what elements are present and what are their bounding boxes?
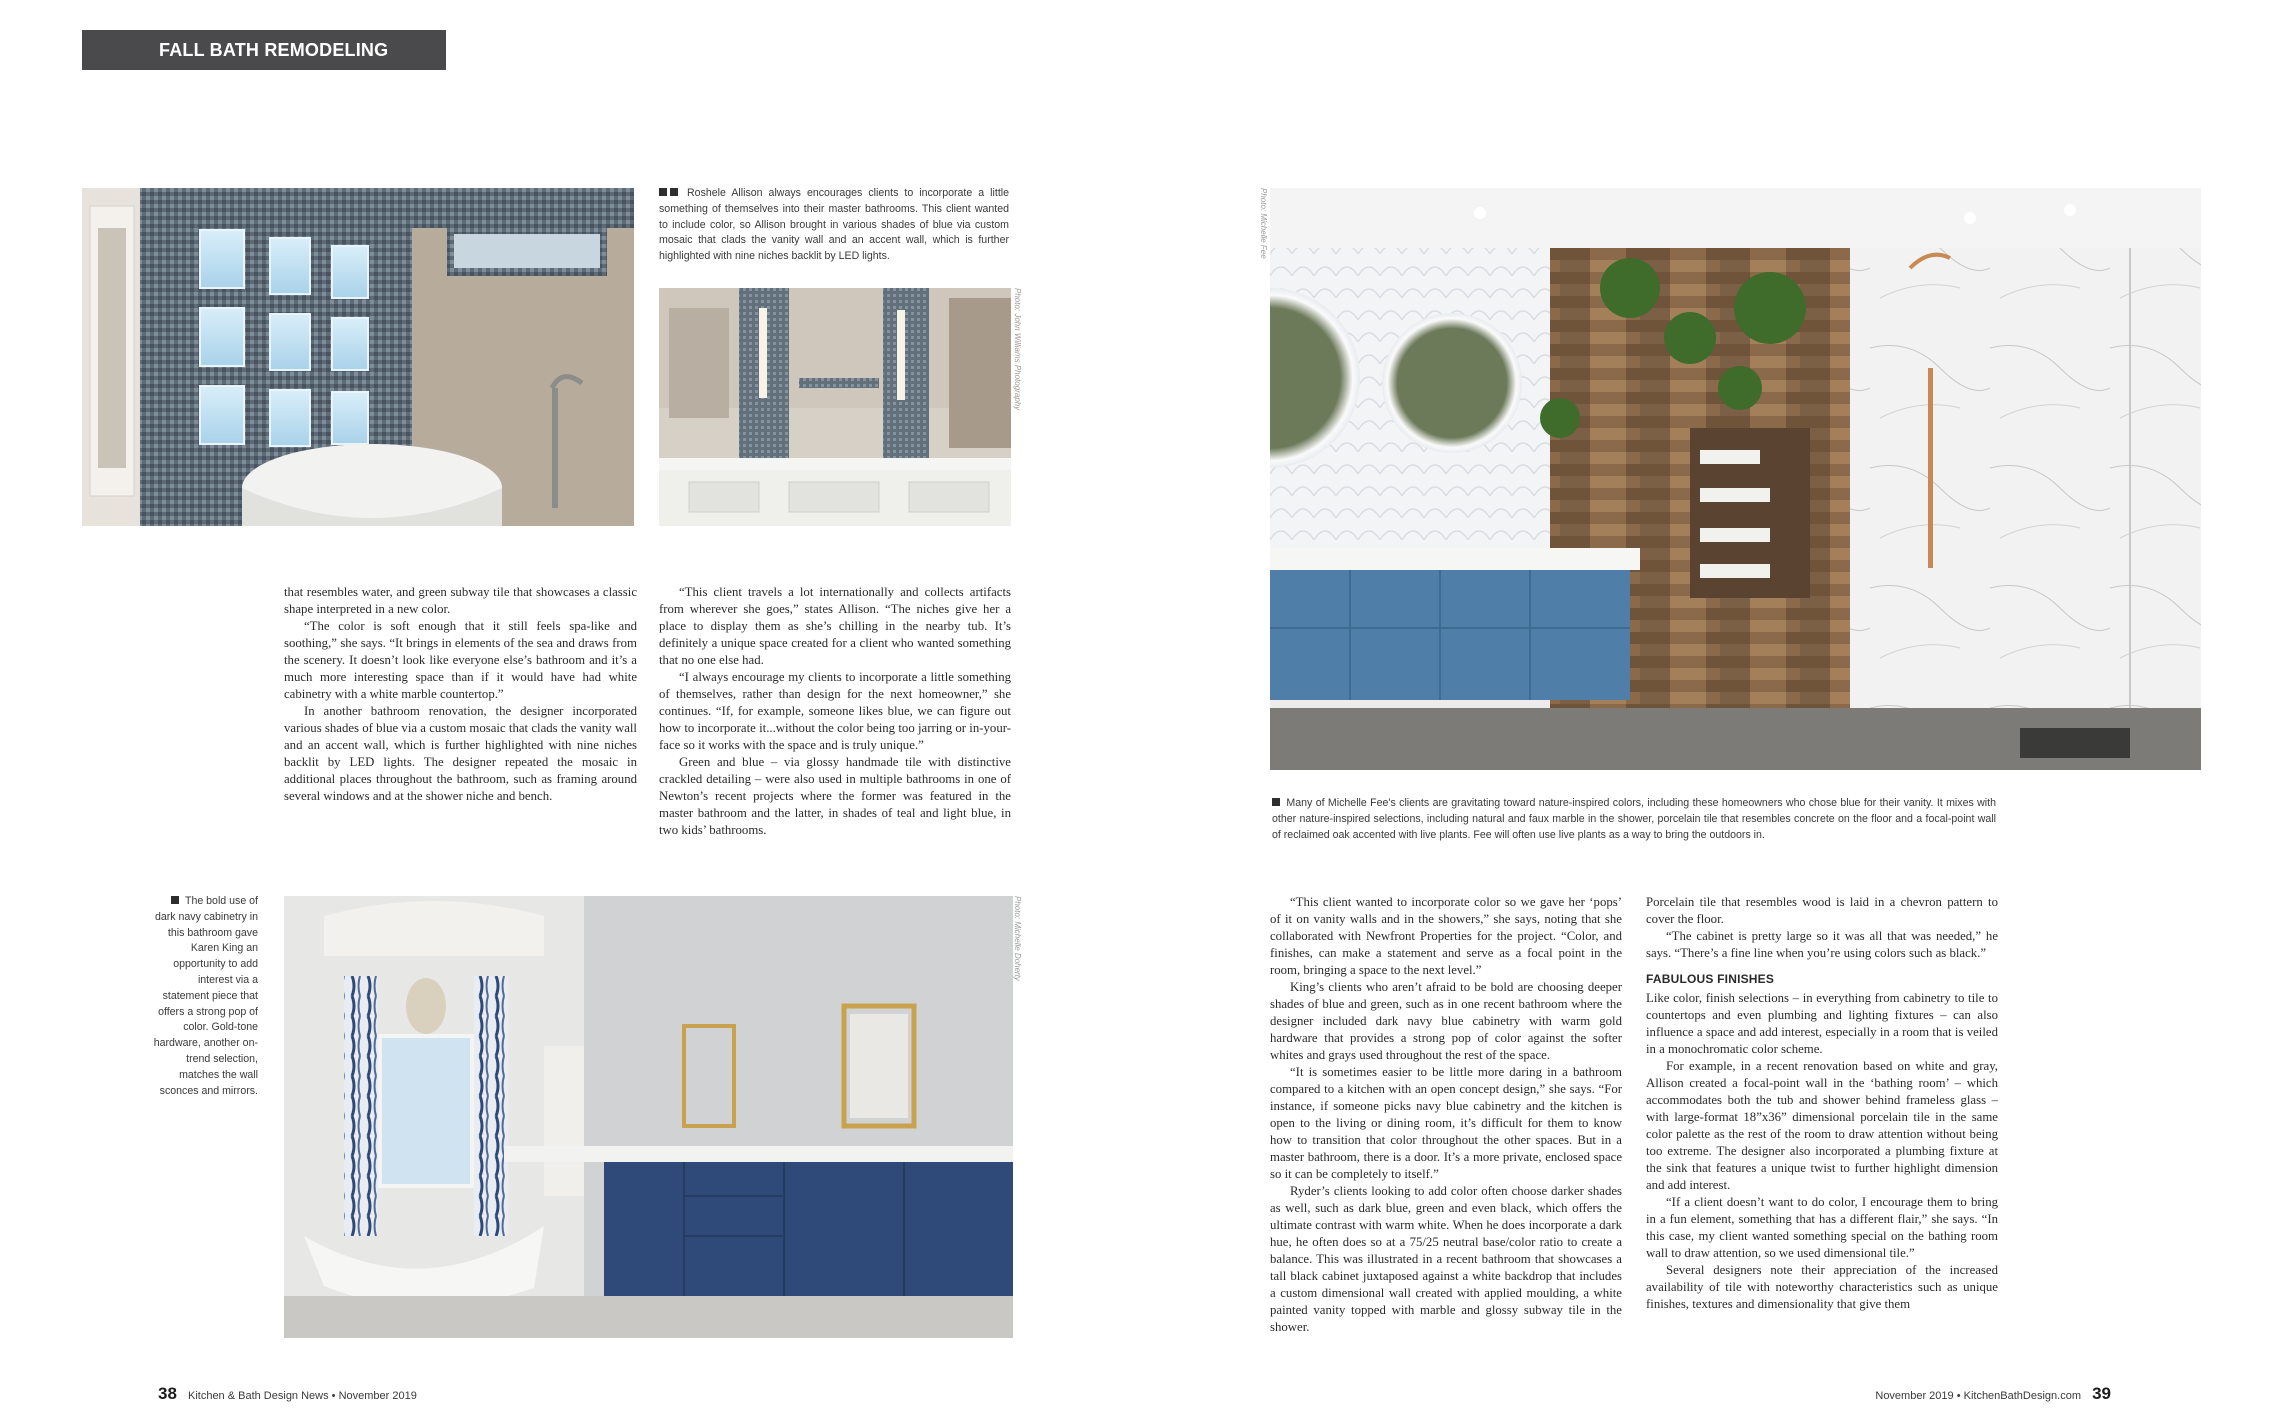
column-left-a — [284, 584, 637, 805]
caption-navy-bathroom — [150, 894, 258, 1099]
caption-text: Roshele Allison always encourages clients to incorporate a little something of themselves into their master bathrooms. This client wanted to include color, so Allison brought in various shades of blue via custom mosaic that clads the vanity wall and an accent wall, which is further highlighted with nine niches backlit by LED lights. — [659, 187, 1010, 263]
photo-double-vanity — [659, 288, 1011, 526]
paragraph: King’s clients who aren’t afraid to be bold are choosing deeper shades of blue and green, such as in one recent bathroom where the designer included dark navy blue cabinetry with warm gold hardware that provides a strong pop of color against the softer whites and grays used throughout the rest of the space. — [1270, 980, 1622, 1062]
paragraph: For example, in a recent renovation based on white and gray, Allison created a focal-point wall in the ‘bathing room’ – which accommodates both the tub and shower behind frameless glass – with large-format 18”x36” dimensional porcelain tile in the same color palette as the rest of the room to draw attention without being too extreme. The designer also incorporated a plumbing fixture at the sink that features a unique twist to further highlight dimension and add interest. — [1646, 1059, 1998, 1192]
paragraph: that resembles water, and green subway tile that showcases a classic shape interpreted in a new color. — [284, 585, 637, 616]
photo-wood-wall-bathroom — [1270, 188, 2201, 770]
paragraph: In another bathroom renovation, the designer incorporated various shades of blue via a custom mosaic that clads the vanity wall and an accent wall, which is further highlighted with nine niches backlit by LED lights. The designer repeated the mosaic in additional places throughout the bathroom, such as framing around several windows and at the shower niche and bench. — [284, 704, 637, 803]
caption-marker-icon — [659, 188, 667, 196]
paragraph: “This client wanted to incorporate color so we gave her ‘pops’ of it on vanity walls and in the showers,” she says, noting that she collaborated with Newfront Properties for the project. “Color, and finishes, can make a statement and serve as a focal point in the room, bringing a space to the next level.” — [1270, 895, 1622, 977]
paragraph: Several designers note their appreciation of the increased availability of tile with noteworthy characteristics such as unique finishes, textures and dimensionality that give them — [1646, 1263, 1998, 1311]
caption-mosaic-bathroom — [659, 186, 1009, 265]
photo-credit: Photo: John Williams Photography — [1013, 288, 1022, 411]
page-number: 38 — [158, 1384, 177, 1403]
paragraph: “The color is soft enough that it still feels spa-like and soothing,” she says. “It brings in elements of the sea and draws from the scenery. It doesn’t look like everyone else’s bathroom and it’s a much more interesting space than if it would have had white cabinetry with a white marble countertop.” — [284, 619, 637, 701]
paragraph: Green and blue – via glossy handmade tile with distinctive crackled detailing – were also used in multiple bathrooms in one of Newton’s recent projects where the former was featured in the master bathroom and the latter, in shades of teal and light blue, in two kids’ bathrooms. — [659, 755, 1011, 837]
paragraph: “If a client doesn’t want to do color, I encourage them to bring in a fun element, something that has a different flair,” she says. “In this case, my client wanted something special on the bathing room wall to draw attention, so we used dimensional tile.” — [1646, 1195, 1998, 1260]
column-right-b — [1646, 894, 1998, 1313]
photo-credit: Photo: Michelle Fee — [1259, 188, 1268, 259]
paragraph: “This client travels a lot internationally and collects artifacts from wherever she goes,” states Allison. “The niches give her a place to display them as she’s chilling in the nearby tub. It’s definitely a unique space created for a client who wanted something that no one else had. — [659, 585, 1011, 667]
column-left-b — [659, 584, 1011, 839]
paragraph: “I always encourage my clients to incorporate a little something of themselves, rather than design for the next homeowner,” she continues. “If, for example, someone likes blue, we can figure out how to incorporate it...without the color being too jarring or in-your-face so it works with the space and is truly unique.” — [659, 670, 1011, 752]
caption-marker-icon — [670, 188, 678, 196]
column-right-a — [1270, 894, 1622, 1336]
page-number: 39 — [2092, 1384, 2111, 1403]
paragraph: Ryder’s clients looking to add color often choose darker shades as well, such as dark blue, green and even black, which offers the ultimate contrast with warm white. When he does incorporate a dark hue, he often does so at a 75/25 neutral base/color ratio to create a balance. This was illustrated in a recent bathroom that showcases a tall black cabinet juxtaposed against a white backdrop that includes a custom dimensional wall created with applied moulding, a white painted vanity topped with marble and glossy subway tile in the shower. — [1270, 1184, 1622, 1334]
paragraph: “The cabinet is pretty large so it was all that was needed,” he says. “There’s a fine line when you’re using colors such as black.” — [1646, 929, 1998, 960]
subheading: FABULOUS FINISHES — [1646, 972, 1775, 986]
footer-publication: Kitchen & Bath Design News • November 2019 — [187, 1390, 417, 1402]
photo-credit: Photo: Michelle Doherty — [1013, 896, 1022, 981]
footer-left — [158, 1384, 417, 1404]
caption-wood-wall-bathroom — [1272, 796, 1996, 843]
section-tag: FALL BATH REMODELING REPORT — [82, 30, 446, 70]
caption-marker-icon — [1272, 798, 1280, 806]
caption-text: Many of Michelle Fee's clients are gravitating toward nature-inspired colors, including these homeowners who chose blue for their vanity. It mixes with other nature-inspired selections, including natural and faux marble in the shower, porcelain tile that resembles concrete on the floor and a focal-point wall of reclaimed oak accented with live plants. Fee will often use live plants as a way to bring the outdoors in. — [1272, 797, 1996, 841]
caption-text: The bold use of dark navy cabinetry in this bathroom gave Karen King an opportunity to add interest via a statement piece that offers a strong pop of color. Gold-tone hardware, another on-trend selection, matches the wall sconces and mirrors. — [153, 895, 258, 1097]
footer-publication: November 2019 • KitchenBathDesign.com — [1875, 1390, 2082, 1402]
paragraph: “It is sometimes easier to be little more daring in a bathroom compared to a kitchen with an open concept design,” she says. “For instance, if someone picks navy blue cabinetry and the kitchen is open to the living or dining room, it’s difficult for them to know how to transition that color throughout the other spaces. But in a master bathroom, there is a door. It’s a more private, enclosed space so it can be completely to itself.” — [1270, 1065, 1622, 1181]
paragraph: Like color, finish selections – in everything from cabinetry to tile to countertops and even plumbing and lighting fixtures – can also influence a space and add interest, especially in a room that is veiled in a monochromatic color scheme. — [1646, 991, 1998, 1056]
photo-navy-cabinetry-bathroom — [284, 896, 1013, 1338]
footer-right — [1875, 1384, 2111, 1404]
photo-mosaic-bathroom — [82, 188, 634, 526]
paragraph: Porcelain tile that resembles wood is laid in a chevron pattern to cover the floor. — [1646, 895, 1998, 926]
caption-marker-icon — [171, 896, 179, 904]
